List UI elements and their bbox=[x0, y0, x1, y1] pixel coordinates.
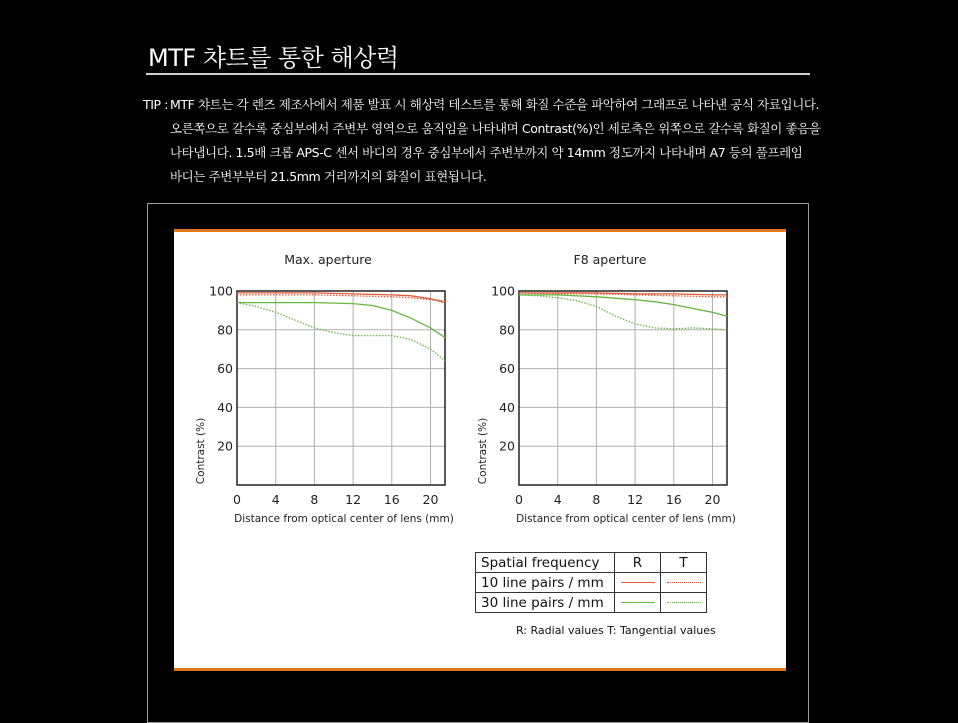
chart-1-xlabel: Distance from optical center of lens (mm) bbox=[234, 513, 454, 525]
chart-2-ytick-label: 40 bbox=[499, 399, 515, 415]
chart-2-xtick-label: 20 bbox=[704, 492, 721, 507]
chart-1-series-green-solid bbox=[237, 303, 445, 338]
page-title: MTF 챠트를 통한 해상력 bbox=[148, 44, 399, 72]
legend-swatch-30lp-tangential bbox=[667, 602, 701, 603]
legend-swatch-10lp-radial bbox=[621, 582, 655, 583]
chart-2-xtick-label: 4 bbox=[553, 492, 562, 507]
mtf-chart-panel bbox=[174, 229, 786, 671]
chart-2-ylabel: Contrast (%) bbox=[477, 417, 489, 485]
legend-swatch-cell bbox=[661, 573, 707, 593]
legend-swatch-cell bbox=[661, 593, 707, 613]
chart-1-title: Max. aperture bbox=[284, 252, 372, 267]
chart-2-ytick-label: 60 bbox=[499, 361, 515, 377]
chart-1-ytick-label: 60 bbox=[217, 361, 233, 377]
chart-1-xtick-label: 0 bbox=[233, 492, 241, 507]
chart-2-xtick-label: 16 bbox=[665, 492, 682, 507]
chart-2-series-green-dotted bbox=[519, 295, 727, 330]
chart-1-series-green-dotted bbox=[237, 303, 445, 361]
chart-2-title: F8 aperture bbox=[573, 252, 647, 267]
chart-1-ytick-label: 20 bbox=[217, 438, 233, 454]
legend-col-r: R bbox=[615, 553, 661, 573]
title-divider bbox=[146, 73, 810, 75]
chart-1-ylabel: Contrast (%) bbox=[195, 417, 207, 485]
legend-swatch-cell bbox=[615, 593, 661, 613]
legend-col-t: T bbox=[661, 553, 707, 573]
chart-1-ytick-label: 40 bbox=[217, 399, 233, 415]
legend-row-10lp: 10 line pairs / mm bbox=[476, 573, 615, 593]
legend-swatch-30lp-radial bbox=[621, 602, 655, 603]
chart-1-ytick-label: 100 bbox=[209, 283, 233, 299]
chart-1-xtick-label: 8 bbox=[310, 492, 319, 507]
chart-1-xtick-label: 20 bbox=[422, 492, 439, 507]
chart-2-xlabel: Distance from optical center of lens (mm) bbox=[516, 513, 736, 525]
chart-2-ytick-label: 80 bbox=[499, 322, 515, 338]
legend-note: R: Radial values T: Tangential values bbox=[516, 624, 716, 637]
tip-paragraph bbox=[143, 93, 833, 189]
chart-2-series-green-solid bbox=[519, 295, 727, 316]
chart-2-xtick-label: 0 bbox=[515, 492, 523, 507]
legend-row-30lp: 30 line pairs / mm bbox=[476, 593, 615, 613]
chart-1-ytick-label: 80 bbox=[217, 322, 233, 338]
legend-table bbox=[475, 552, 707, 613]
legend-header: Spatial frequency bbox=[476, 553, 615, 573]
tip-text: MTF 챠트는 각 렌즈 제조사에서 제품 발표 시 해상력 테스트를 통해 화질 수준을 파악하여 그래프로 나타낸 공식 자료입니다. 오른쪽으로 갈수록 중심부에서 주변부 영역으로 움직임을 나타내며 Contrast(%)인 세로축은 위쪽으로 갈수록 화질이 좋음을 나타냅니다. 1.5배 크롭 APS-C 센서 바디의 경우 중심부에서 주변부까지 약 14mm 정도까지 나타내며 A7 등의 풀프레임 바디는 주변부부터 21.5mm 거리까지의 화질이 표현됩니다. bbox=[170, 97, 821, 184]
chart-1-xtick-label: 4 bbox=[271, 492, 280, 507]
chart-2-ytick-label: 100 bbox=[491, 283, 515, 299]
chart-2-xtick-label: 12 bbox=[627, 492, 644, 507]
tip-label: TIP : bbox=[143, 97, 169, 112]
legend-swatch-10lp-tangential bbox=[667, 582, 701, 583]
chart-1-xtick-label: 12 bbox=[345, 492, 362, 507]
legend-swatch-cell bbox=[615, 573, 661, 593]
chart-1-xtick-label: 16 bbox=[383, 492, 400, 507]
chart-2-xtick-label: 8 bbox=[592, 492, 601, 507]
chart-2-ytick-label: 20 bbox=[499, 438, 515, 454]
chart-2-axes-frame bbox=[519, 291, 727, 485]
